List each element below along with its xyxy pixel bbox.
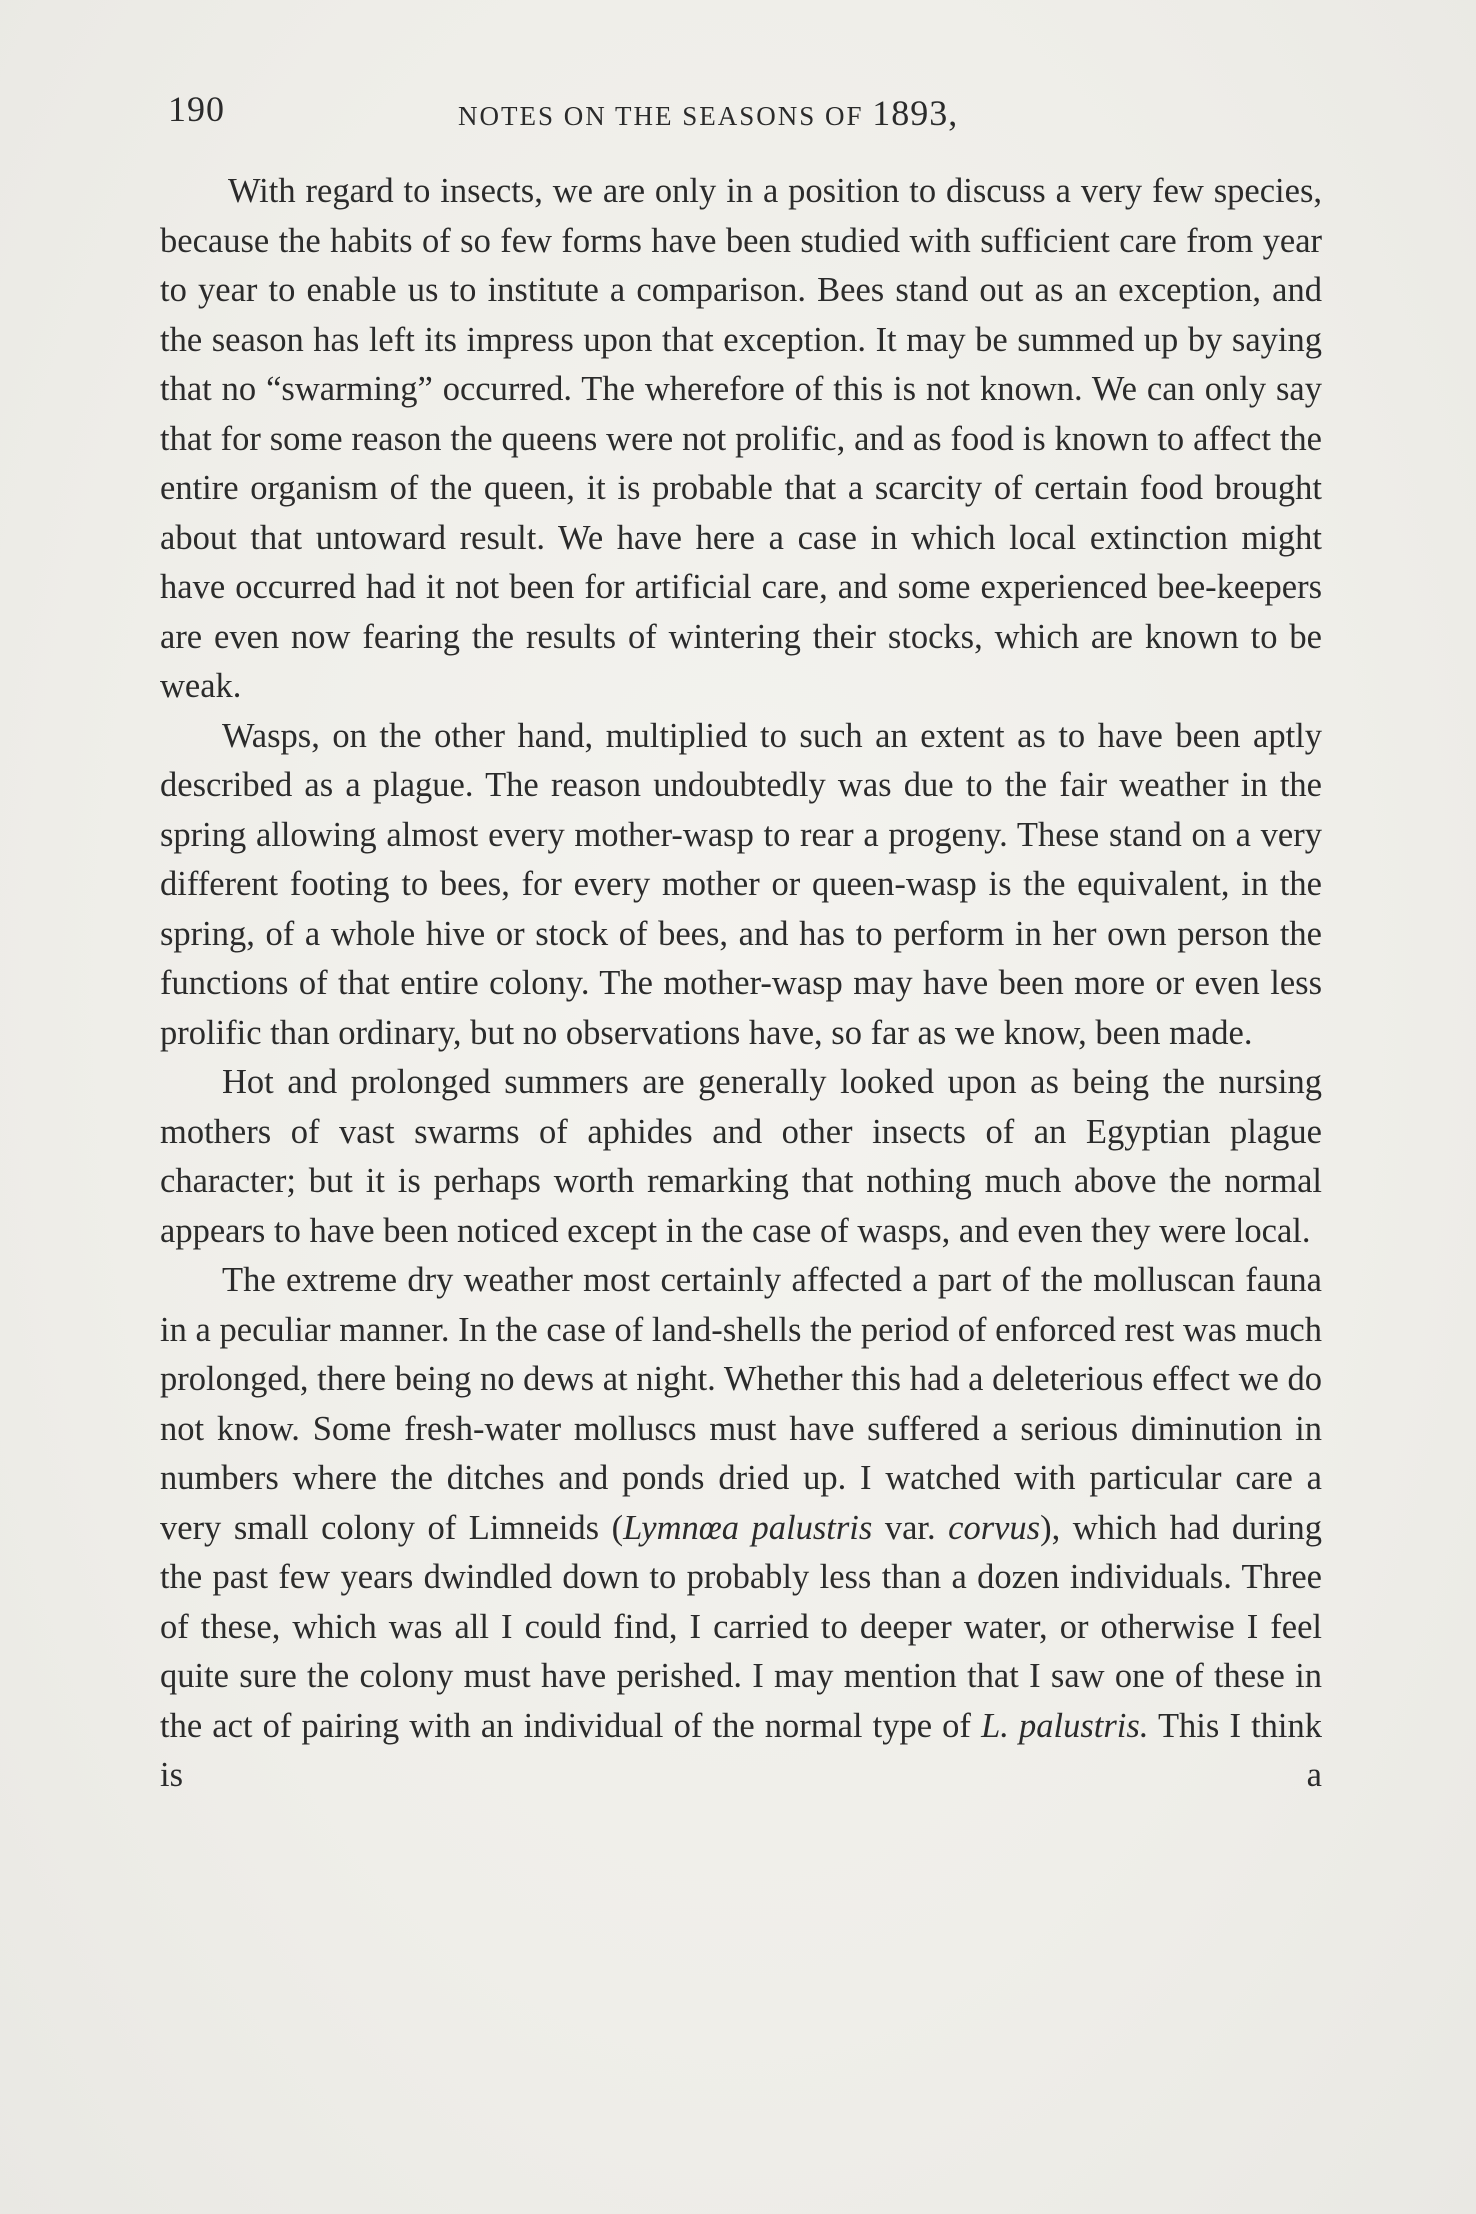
paragraph-molluscs-text-2: var. xyxy=(872,1508,949,1547)
page-number: 190 xyxy=(168,89,225,129)
body-text xyxy=(160,167,1322,1801)
paragraph-wasps: Wasps, on the other hand, multiplied to such an extent as to have been aptly described as a plague. The reason undoubtedly was due to the fair weather in the spring allowing almost every mother-wasp to rear a progeny. These stand on a very different footing to bees, for every mother or queen-wasp is the equivalent, in the spring, of a whole hive or stock of bees, and has to perform in her own person the functions of that entire colony. The mother-wasp may have been more or even less prolific than ordinary, but no observations have, so far as we know, been made. xyxy=(160,716,1322,1052)
species-name-l-palustris: L. palustris. xyxy=(981,1706,1149,1745)
paragraph-summers: Hot and prolonged summers are generally looked upon as being the nursing mothers of vast swarms of aphides and other insects of an Egyptian plague character; but it is perhaps worth remarking that nothing much above the normal appears to have been noticed except in the case of wasps, and even they were local. xyxy=(160,1063,1322,1250)
paragraph-bees: With regard to insects, we are only in a position to discuss a very few species, because the habits of so few forms have been studied with sufficient care from year to year to enable us to institute a comparison. Bees stand out as an exception, and the season has left its impress upon that exception. It may be summed up by saying that no “swarming” occurred. The wherefore of this is not known. We can only say that for some reason the queens were not prolific, and as food is known to affect the entire organism of the queen, it is probable that a scarcity of certain food brought about that untoward result. We have here a case in which local extinction might have occurred had it not been for artificial care, and some experienced bee-keepers are even now fearing the results of wintering their stocks, which are known to be weak. xyxy=(160,172,1322,705)
page-header xyxy=(168,88,1318,138)
running-head xyxy=(458,92,958,134)
running-head-title: NOTES ON THE SEASONS OF xyxy=(458,101,864,131)
running-head-year: 1893, xyxy=(872,93,959,133)
paragraph-molluscs-text-1: The extreme dry weather most certainly affected a part of the molluscan fauna in a peculiar manner. In the case of land-shells the period of enforced rest was much prolonged, there being no dews at night. Whether this had a deleterious effect we do not know. Some fresh-water molluscs must have suffered a serious diminution in numbers where the ditches and ponds dried up. I watched with particular care a very small colony of Limneids ( xyxy=(160,1261,1322,1547)
variety-name-corvus: corvus xyxy=(948,1508,1041,1547)
paragraph-molluscs xyxy=(160,1256,1322,1801)
paragraph-molluscs-text-4: This I think is a xyxy=(160,1706,1322,1794)
species-name-lymnaea: Lymnœa palustris xyxy=(623,1508,873,1547)
paragraph-molluscs-text-3: ), which had during the past few years dwindled down to probably less than a dozen individuals. Three of these, which was all I could find, I carried to deeper water, or otherwise I feel quite sure the colony must have perished. I may mention that I saw one of these in the act of pairing with an individual of the normal type of xyxy=(160,1508,1322,1745)
